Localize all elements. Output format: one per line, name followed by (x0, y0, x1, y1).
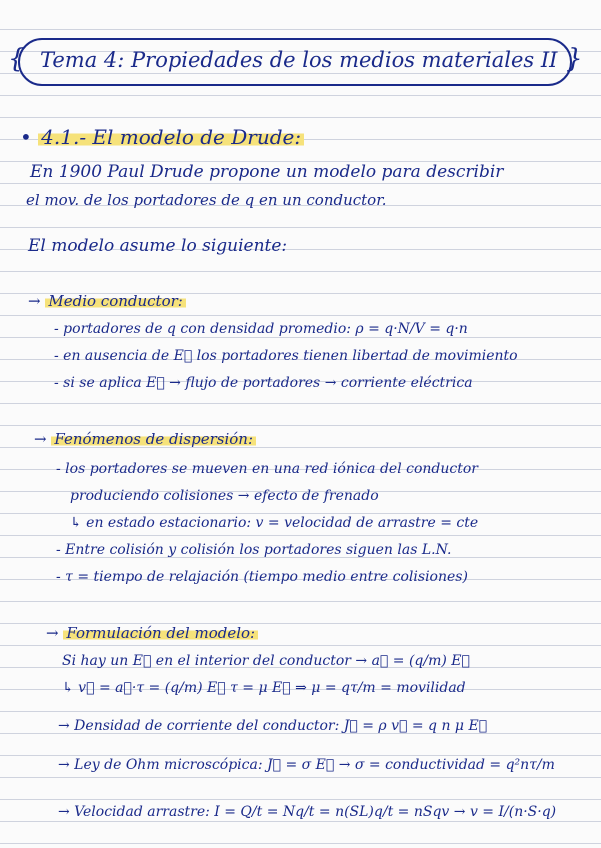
dispersion-item-3: ↳ en estado estacionario: v = velocidad de arrastre = cte (70, 515, 479, 531)
arrow-icon: → (34, 430, 47, 448)
dispersion-item-2: produciendo colisiones → efecto de frenado (70, 488, 379, 504)
dispersion-heading: Fenómenos de dispersión: (51, 430, 256, 448)
medio-item-2: - en ausencia de E⃗ los portadores tienen libertad de movimiento (54, 348, 518, 364)
dispersion-item-1: - los portadores se mueven en una red iónica del conductor (56, 461, 478, 477)
arrow-icon: → (28, 292, 41, 310)
medio-item-3: - si se aplica E⃗ → flujo de portadores → corriente eléctrica (54, 375, 473, 391)
formula-densidad: → Densidad de corriente del conductor: J⃗ = ρ v⃗ = q n μ E⃗ (58, 718, 488, 734)
formula-velocidad: → Velocidad arrastre: I = Q/t = Nq/t = n(SL)q/t = nSqv → v = I/(n·S·q) (58, 804, 557, 820)
intro-line-1: En 1900 Paul Drude propone un modelo para describir (30, 162, 504, 182)
medio-heading: Medio conductor: (45, 292, 185, 310)
dispersion-item-4: - Entre colisión y colisión los portadores siguen las L.N. (56, 542, 452, 558)
formula-ohm: → Ley de Ohm microscópica: J⃗ = σ E⃗ → σ = conductividad = q²nτ/m (58, 757, 555, 773)
formulacion-line-1: Si hay un E⃗ en el interior del conductor → a⃗ = (q/m) E⃗ (62, 653, 470, 669)
formulacion-line-2: ↳ v⃗ = a⃗·τ = (q/m) E⃗ τ = μ E⃗ ⇒ μ = qτ/m = movilidad (62, 680, 466, 696)
formulacion-heading-row (46, 624, 258, 642)
bullet: • (20, 125, 32, 149)
intro-line-2: el mov. de los portadores de q en un conductor. (26, 191, 387, 209)
assume-line: El modelo asume lo siguiente: (28, 236, 288, 256)
medio-item-1: - portadores de q con densidad promedio: ρ = q·N/V = q·n (54, 321, 468, 337)
page-title: Tema 4: Propiedades de los medios materiales II (40, 48, 558, 72)
arrow-icon: → (46, 624, 59, 642)
right-brace: } (566, 44, 583, 74)
dispersion-item-5: - τ = tiempo de relajación (tiempo medio entre colisiones) (56, 569, 468, 585)
dispersion-heading-row (34, 430, 256, 448)
medio-heading-row (28, 292, 186, 310)
section-heading: 4.1.- El modelo de Drude: (38, 125, 304, 149)
section-heading-row (20, 126, 304, 148)
formulacion-heading: Formulación del modelo: (63, 624, 258, 642)
left-brace: { (8, 44, 25, 74)
